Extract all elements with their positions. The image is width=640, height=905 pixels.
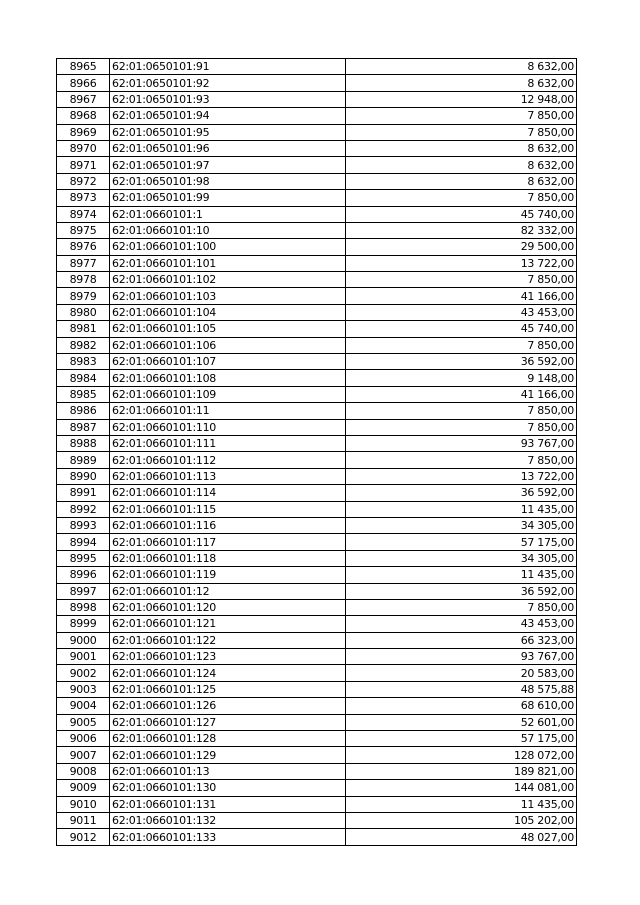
table-row — [57, 681, 577, 697]
cadastral-value-cell: 41 166,00 — [346, 386, 577, 402]
cadastral-number-cell: 62:01:0660101:102 — [110, 272, 346, 288]
cadastral-value-cell: 9 148,00 — [346, 370, 577, 386]
cadastral-value-cell: 8 632,00 — [346, 157, 577, 173]
cadastral-number-cell: 62:01:0660101:116 — [110, 517, 346, 533]
cadastral-number-cell: 62:01:0660101:127 — [110, 714, 346, 730]
table-row — [57, 517, 577, 533]
table-row — [57, 337, 577, 353]
cadastral-value-cell: 52 601,00 — [346, 714, 577, 730]
table-row — [57, 485, 577, 501]
table-row — [57, 140, 577, 156]
row-number-cell: 8969 — [57, 124, 110, 140]
row-number-cell: 9004 — [57, 698, 110, 714]
row-number-cell: 8982 — [57, 337, 110, 353]
cadastral-value-cell: 7 850,00 — [346, 452, 577, 468]
table-row — [57, 550, 577, 566]
cadastral-number-cell: 62:01:0660101:120 — [110, 599, 346, 615]
cadastral-value-cell: 45 740,00 — [346, 206, 577, 222]
row-number-cell: 9006 — [57, 731, 110, 747]
table-row — [57, 649, 577, 665]
row-number-cell: 8978 — [57, 272, 110, 288]
cadastral-number-cell: 62:01:0660101:129 — [110, 747, 346, 763]
table-row — [57, 468, 577, 484]
cadastral-value-cell: 93 767,00 — [346, 435, 577, 451]
cadastral-value-cell: 105 202,00 — [346, 812, 577, 828]
table-row — [57, 108, 577, 124]
row-number-cell: 8971 — [57, 157, 110, 173]
table-row — [57, 829, 577, 845]
cadastral-number-cell: 62:01:0660101:128 — [110, 731, 346, 747]
row-number-cell: 8990 — [57, 468, 110, 484]
cadastral-value-table — [56, 58, 577, 846]
row-number-cell: 8976 — [57, 239, 110, 255]
row-number-cell: 9008 — [57, 763, 110, 779]
table-row — [57, 599, 577, 615]
table-row — [57, 157, 577, 173]
table-row — [57, 501, 577, 517]
cadastral-value-cell: 20 583,00 — [346, 665, 577, 681]
cadastral-value-cell: 57 175,00 — [346, 534, 577, 550]
table-row — [57, 698, 577, 714]
row-number-cell: 8979 — [57, 288, 110, 304]
cadastral-value-cell: 7 850,00 — [346, 419, 577, 435]
cadastral-value-cell: 57 175,00 — [346, 731, 577, 747]
row-number-cell: 8985 — [57, 386, 110, 402]
cadastral-value-cell: 48 575,88 — [346, 681, 577, 697]
cadastral-value-cell: 144 081,00 — [346, 780, 577, 796]
cadastral-number-cell: 62:01:0660101:114 — [110, 485, 346, 501]
table-row — [57, 304, 577, 320]
cadastral-value-cell: 8 632,00 — [346, 173, 577, 189]
cadastral-value-cell: 7 850,00 — [346, 108, 577, 124]
cadastral-value-cell: 13 722,00 — [346, 255, 577, 271]
cadastral-value-cell: 13 722,00 — [346, 468, 577, 484]
cadastral-number-cell: 62:01:0660101:13 — [110, 763, 346, 779]
row-number-cell: 8987 — [57, 419, 110, 435]
table-row — [57, 731, 577, 747]
table-row — [57, 190, 577, 206]
cadastral-number-cell: 62:01:0660101:122 — [110, 632, 346, 648]
cadastral-number-cell: 62:01:0660101:126 — [110, 698, 346, 714]
cadastral-number-cell: 62:01:0660101:124 — [110, 665, 346, 681]
table-row — [57, 354, 577, 370]
row-number-cell: 9010 — [57, 796, 110, 812]
cadastral-number-cell: 62:01:0650101:99 — [110, 190, 346, 206]
row-number-cell: 8966 — [57, 75, 110, 91]
cadastral-value-cell: 82 332,00 — [346, 222, 577, 238]
row-number-cell: 9001 — [57, 649, 110, 665]
row-number-cell: 8994 — [57, 534, 110, 550]
cadastral-number-cell: 62:01:0650101:97 — [110, 157, 346, 173]
row-number-cell: 8970 — [57, 140, 110, 156]
cadastral-number-cell: 62:01:0650101:98 — [110, 173, 346, 189]
table-row — [57, 616, 577, 632]
cadastral-value-cell: 34 305,00 — [346, 550, 577, 566]
row-number-cell: 8988 — [57, 435, 110, 451]
row-number-cell: 8989 — [57, 452, 110, 468]
cadastral-number-cell: 62:01:0660101:121 — [110, 616, 346, 632]
table-row — [57, 321, 577, 337]
cadastral-number-cell: 62:01:0660101:115 — [110, 501, 346, 517]
cadastral-value-cell: 128 072,00 — [346, 747, 577, 763]
cadastral-number-cell: 62:01:0660101:107 — [110, 354, 346, 370]
cadastral-value-cell: 68 610,00 — [346, 698, 577, 714]
row-number-cell: 8972 — [57, 173, 110, 189]
cadastral-value-cell: 12 948,00 — [346, 91, 577, 107]
table-row — [57, 222, 577, 238]
cadastral-value-cell: 7 850,00 — [346, 599, 577, 615]
row-number-cell: 8977 — [57, 255, 110, 271]
cadastral-value-cell: 8 632,00 — [346, 75, 577, 91]
table-row — [57, 206, 577, 222]
row-number-cell: 8996 — [57, 567, 110, 583]
row-number-cell: 8968 — [57, 108, 110, 124]
cadastral-number-cell: 62:01:0650101:92 — [110, 75, 346, 91]
row-number-cell: 8980 — [57, 304, 110, 320]
cadastral-value-cell: 36 592,00 — [346, 354, 577, 370]
cadastral-value-cell: 7 850,00 — [346, 272, 577, 288]
cadastral-number-cell: 62:01:0660101:101 — [110, 255, 346, 271]
cadastral-number-cell: 62:01:0660101:119 — [110, 567, 346, 583]
cadastral-number-cell: 62:01:0660101:117 — [110, 534, 346, 550]
row-number-cell: 8997 — [57, 583, 110, 599]
table-row — [57, 255, 577, 271]
cadastral-number-cell: 62:01:0660101:100 — [110, 239, 346, 255]
cadastral-value-cell: 34 305,00 — [346, 517, 577, 533]
cadastral-number-cell: 62:01:0660101:106 — [110, 337, 346, 353]
row-number-cell: 8992 — [57, 501, 110, 517]
table-row — [57, 812, 577, 828]
table-row — [57, 272, 577, 288]
cadastral-number-cell: 62:01:0650101:91 — [110, 59, 346, 75]
cadastral-number-cell: 62:01:0660101:105 — [110, 321, 346, 337]
cadastral-number-cell: 62:01:0660101:108 — [110, 370, 346, 386]
table-row — [57, 239, 577, 255]
cadastral-value-cell: 7 850,00 — [346, 124, 577, 140]
row-number-cell: 8975 — [57, 222, 110, 238]
table-row — [57, 91, 577, 107]
cadastral-value-cell: 48 027,00 — [346, 829, 577, 845]
table-row — [57, 714, 577, 730]
table-row — [57, 780, 577, 796]
cadastral-number-cell: 62:01:0660101:109 — [110, 386, 346, 402]
row-number-cell: 8986 — [57, 403, 110, 419]
cadastral-number-cell: 62:01:0660101:103 — [110, 288, 346, 304]
cadastral-number-cell: 62:01:0660101:12 — [110, 583, 346, 599]
cadastral-value-cell: 8 632,00 — [346, 59, 577, 75]
cadastral-value-cell: 36 592,00 — [346, 583, 577, 599]
table-row — [57, 583, 577, 599]
cadastral-number-cell: 62:01:0660101:10 — [110, 222, 346, 238]
cadastral-value-cell: 7 850,00 — [346, 403, 577, 419]
cadastral-number-cell: 62:01:0650101:93 — [110, 91, 346, 107]
row-number-cell: 8967 — [57, 91, 110, 107]
cadastral-number-cell: 62:01:0660101:104 — [110, 304, 346, 320]
row-number-cell: 9005 — [57, 714, 110, 730]
table-row — [57, 370, 577, 386]
cadastral-value-cell: 36 592,00 — [346, 485, 577, 501]
row-number-cell: 9012 — [57, 829, 110, 845]
row-number-cell: 8973 — [57, 190, 110, 206]
cadastral-value-cell: 189 821,00 — [346, 763, 577, 779]
row-number-cell: 8999 — [57, 616, 110, 632]
cadastral-number-cell: 62:01:0660101:112 — [110, 452, 346, 468]
row-number-cell: 8998 — [57, 599, 110, 615]
cadastral-value-cell: 43 453,00 — [346, 616, 577, 632]
cadastral-number-cell: 62:01:0650101:96 — [110, 140, 346, 156]
row-number-cell: 8965 — [57, 59, 110, 75]
table-row — [57, 435, 577, 451]
table-row — [57, 452, 577, 468]
table-row — [57, 747, 577, 763]
cadastral-value-cell: 66 323,00 — [346, 632, 577, 648]
cadastral-value-cell: 7 850,00 — [346, 190, 577, 206]
row-number-cell: 8995 — [57, 550, 110, 566]
cadastral-number-cell: 62:01:0660101:132 — [110, 812, 346, 828]
table-row — [57, 386, 577, 402]
table-row — [57, 763, 577, 779]
row-number-cell: 9007 — [57, 747, 110, 763]
cadastral-value-cell: 43 453,00 — [346, 304, 577, 320]
cadastral-number-cell: 62:01:0660101:133 — [110, 829, 346, 845]
table-row — [57, 632, 577, 648]
row-number-cell: 8974 — [57, 206, 110, 222]
cadastral-value-cell: 93 767,00 — [346, 649, 577, 665]
row-number-cell: 8993 — [57, 517, 110, 533]
table-row — [57, 173, 577, 189]
cadastral-number-cell: 62:01:0660101:123 — [110, 649, 346, 665]
cadastral-number-cell: 62:01:0660101:1 — [110, 206, 346, 222]
table-row — [57, 419, 577, 435]
cadastral-number-cell: 62:01:0650101:94 — [110, 108, 346, 124]
table-row — [57, 403, 577, 419]
row-number-cell: 9002 — [57, 665, 110, 681]
cadastral-value-cell: 29 500,00 — [346, 239, 577, 255]
table-row — [57, 124, 577, 140]
cadastral-number-cell: 62:01:0660101:118 — [110, 550, 346, 566]
cadastral-value-cell: 11 435,00 — [346, 501, 577, 517]
table-row — [57, 567, 577, 583]
row-number-cell: 9011 — [57, 812, 110, 828]
table-row — [57, 59, 577, 75]
cadastral-number-cell: 62:01:0650101:95 — [110, 124, 346, 140]
row-number-cell: 9000 — [57, 632, 110, 648]
cadastral-value-cell: 41 166,00 — [346, 288, 577, 304]
cadastral-number-cell: 62:01:0660101:111 — [110, 435, 346, 451]
row-number-cell: 8983 — [57, 354, 110, 370]
cadastral-number-cell: 62:01:0660101:11 — [110, 403, 346, 419]
cadastral-value-cell: 11 435,00 — [346, 796, 577, 812]
cadastral-number-cell: 62:01:0660101:110 — [110, 419, 346, 435]
row-number-cell: 9009 — [57, 780, 110, 796]
cadastral-number-cell: 62:01:0660101:130 — [110, 780, 346, 796]
row-number-cell: 8981 — [57, 321, 110, 337]
cadastral-number-cell: 62:01:0660101:113 — [110, 468, 346, 484]
row-number-cell: 9003 — [57, 681, 110, 697]
row-number-cell: 8984 — [57, 370, 110, 386]
table-row — [57, 534, 577, 550]
table-row — [57, 796, 577, 812]
table-row — [57, 665, 577, 681]
table-row — [57, 75, 577, 91]
cadastral-number-cell: 62:01:0660101:131 — [110, 796, 346, 812]
cadastral-value-cell: 8 632,00 — [346, 140, 577, 156]
cadastral-value-cell: 11 435,00 — [346, 567, 577, 583]
cadastral-value-cell: 7 850,00 — [346, 337, 577, 353]
cadastral-value-cell: 45 740,00 — [346, 321, 577, 337]
cadastral-number-cell: 62:01:0660101:125 — [110, 681, 346, 697]
table-row — [57, 288, 577, 304]
row-number-cell: 8991 — [57, 485, 110, 501]
table-body — [57, 59, 577, 846]
